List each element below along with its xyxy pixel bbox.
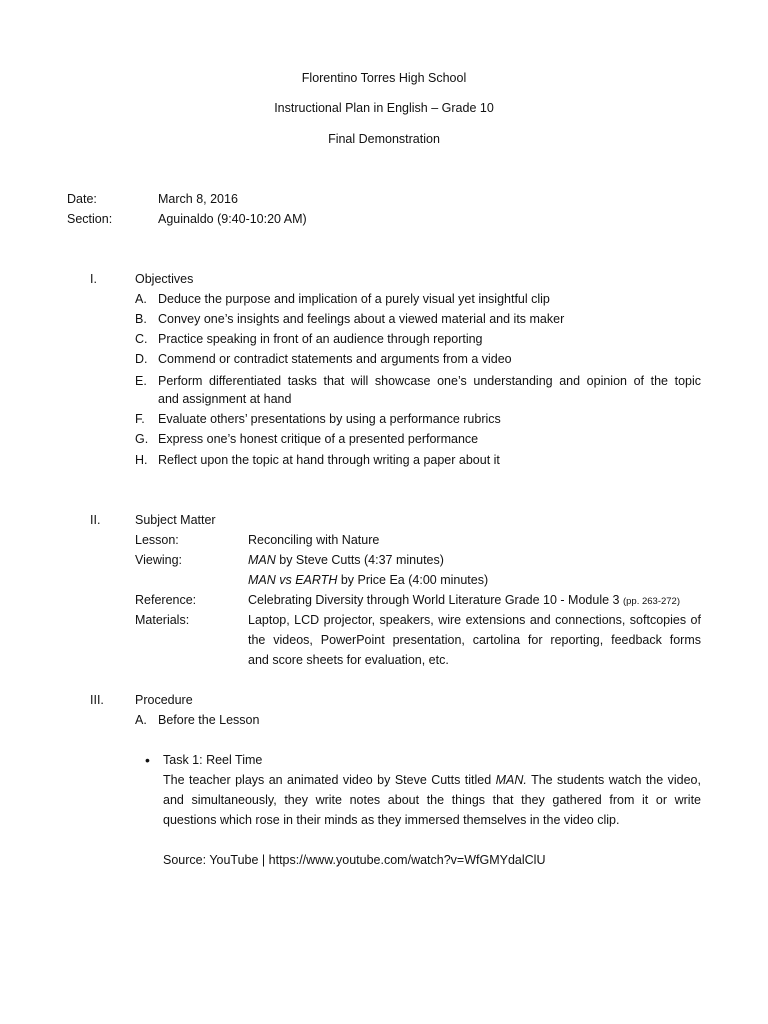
- objective-text: Convey one’s insights and feelings about a viewed material and its maker: [158, 312, 565, 326]
- objective-letter: C.: [135, 332, 148, 346]
- viewing-item: [248, 550, 444, 570]
- objective-text: Deduce the purpose and implication of a purely visual yet insightful clip: [158, 292, 550, 306]
- objective-letter: G.: [135, 432, 149, 446]
- lesson-label: Lesson:: [135, 533, 179, 547]
- procedure-sub-letter: A.: [135, 713, 147, 727]
- objective-text: Express one’s honest critique of a presented performance: [158, 432, 479, 446]
- video-details: by Steve Cutts (4:37 minutes): [275, 553, 444, 567]
- objective-text: Commend or contradict statements and arguments from a video: [158, 352, 512, 366]
- school-name: Florentino Torres High School: [301, 71, 467, 85]
- objective-letter: E.: [135, 374, 147, 388]
- task-source-link[interactable]: Source: YouTube | https://www.youtube.com/watch?v=WfGMYdalClU: [163, 853, 546, 867]
- materials-line: and score sheets for evaluation, etc.: [248, 653, 449, 667]
- procedure-numeral: III.: [90, 693, 104, 707]
- objective-text: Practice speaking in front of an audience through reporting: [158, 332, 483, 346]
- plan-subtitle: Final Demonstration: [328, 132, 440, 146]
- materials-line: Laptop, LCD projector, speakers, wire extensions and connections, softcopies of: [248, 613, 701, 627]
- plan-title: Instructional Plan in English – Grade 10: [274, 101, 494, 115]
- materials-label: Materials:: [135, 613, 190, 627]
- subject-matter-title: Subject Matter: [135, 513, 216, 527]
- objective-letter: A.: [135, 292, 147, 306]
- objective-text: Evaluate others’ presentations by using a performance rubrics: [158, 412, 501, 426]
- objective-letter: D.: [135, 352, 148, 366]
- subject-matter-numeral: II.: [90, 513, 101, 527]
- task-description-line: questions which rose in their minds as they immersed themselves in the video clip.: [163, 813, 620, 827]
- viewing-label: Viewing:: [135, 553, 183, 567]
- task-title: Task 1: Reel Time: [163, 753, 263, 767]
- task-description-line: The teacher plays an animated video by Steve Cutts titled MAN. The students watch the video,: [163, 773, 701, 787]
- objective-letter: H.: [135, 453, 148, 467]
- reference-pages: (pp. 263-272): [622, 596, 681, 607]
- date-value: March 8, 2016: [158, 192, 238, 206]
- objective-text-continued: and assignment at hand: [158, 392, 292, 406]
- viewing-item: [248, 570, 488, 590]
- bullet-icon: •: [145, 752, 150, 768]
- reference-value: [248, 590, 680, 612]
- section-value: Aguinaldo (9:40-10:20 AM): [158, 212, 307, 226]
- objectives-numeral: I.: [90, 272, 97, 286]
- video-title: MAN vs EARTH: [248, 573, 338, 587]
- objective-text: Perform differentiated tasks that will showcase one’s understanding and opinion of the topic: [158, 374, 701, 388]
- reference-label: Reference:: [135, 593, 197, 607]
- video-title: MAN.: [495, 773, 527, 787]
- materials-line: the videos, PowerPoint presentation, cartolina for reporting, feedback forms: [248, 633, 701, 647]
- objectives-title: Objectives: [135, 272, 194, 286]
- objective-text: Reflect upon the topic at hand through writing a paper about it: [158, 453, 500, 467]
- date-label: Date:: [67, 192, 97, 206]
- reference-text: Celebrating Diversity through World Literature Grade 10 - Module 3: [248, 593, 620, 607]
- task-description-line: and simultaneously, they write notes about the things that they gathered from it or write: [163, 793, 701, 807]
- section-label: Section:: [67, 212, 113, 226]
- objective-letter: B.: [135, 312, 147, 326]
- objective-letter: F.: [135, 412, 145, 426]
- procedure-sub-title: Before the Lesson: [158, 713, 260, 727]
- procedure-title: Procedure: [135, 693, 193, 707]
- lesson-value: Reconciling with Nature: [248, 533, 380, 547]
- video-details: by Price Ea (4:00 minutes): [337, 573, 489, 587]
- video-title: MAN: [248, 553, 276, 567]
